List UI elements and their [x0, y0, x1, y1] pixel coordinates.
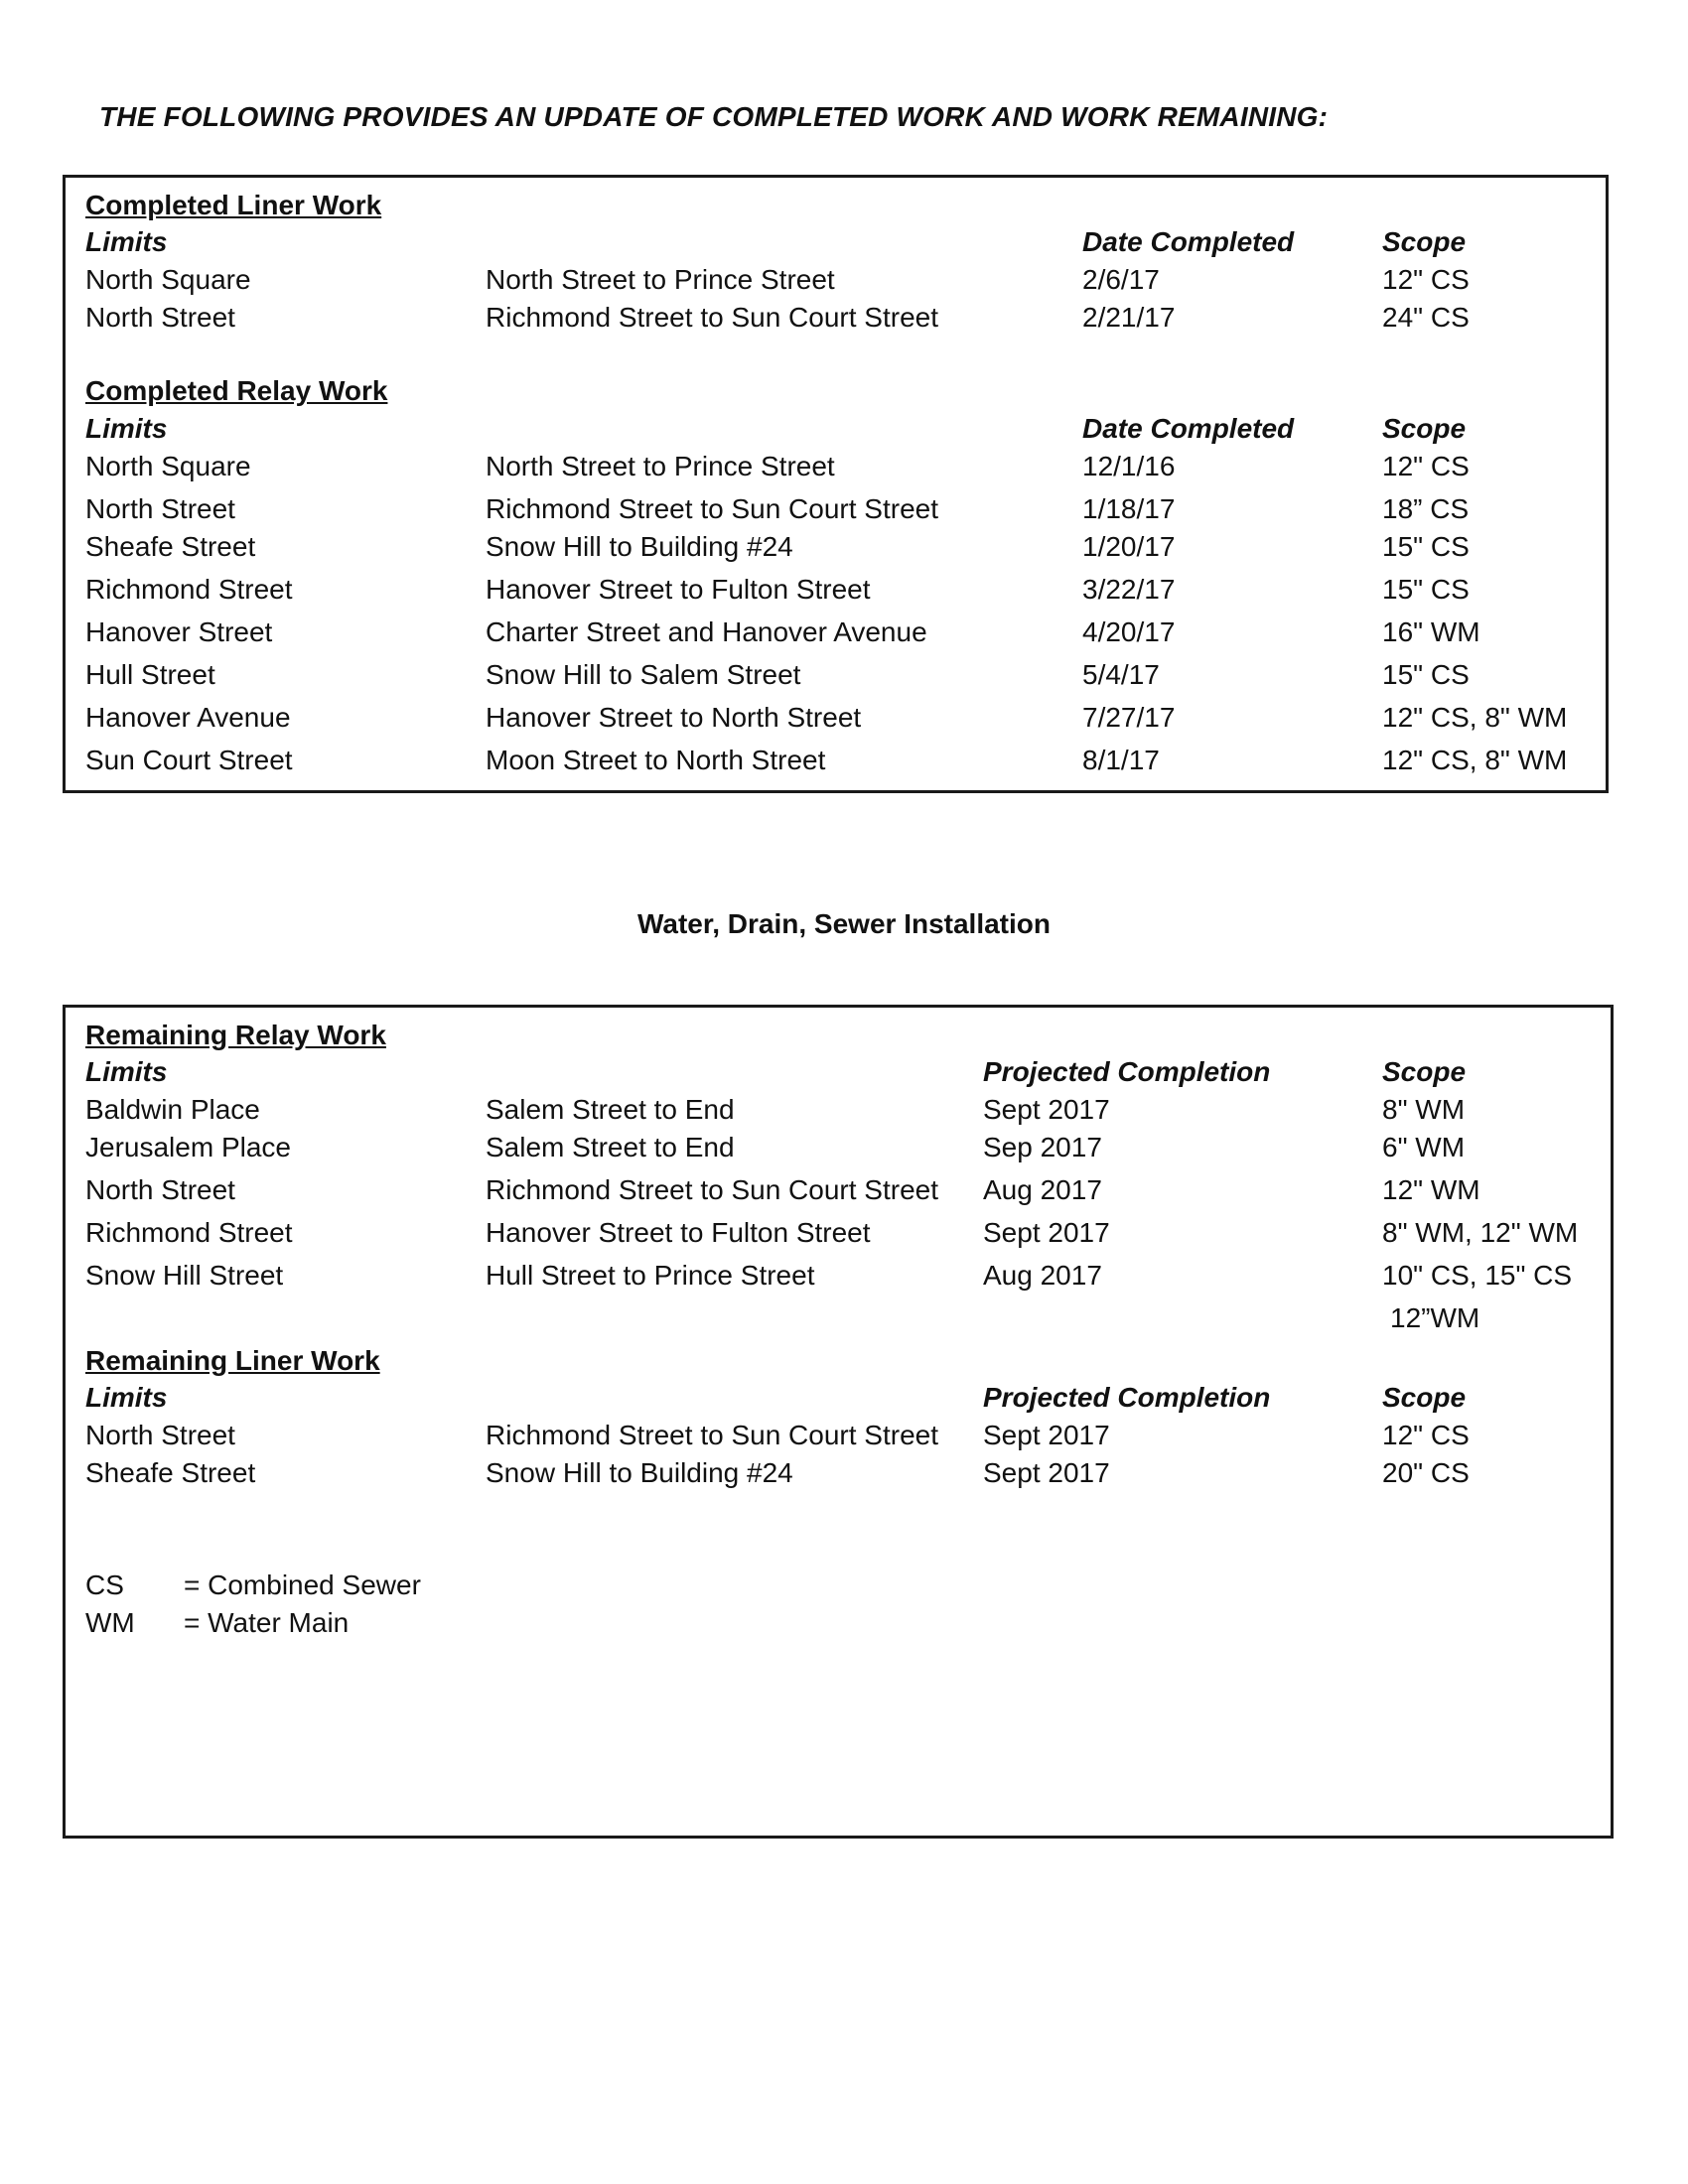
- remaining-liner-row-1-projected: Sept 2017: [983, 1420, 1110, 1450]
- completed-relay-row-2-street: North Street: [85, 493, 235, 524]
- remaining-relay-header-scope: Scope: [1382, 1056, 1467, 1087]
- completed-relay-row-2-limits: Richmond Street to Sun Court Street: [486, 493, 938, 524]
- completed-relay-title: Completed Relay Work: [85, 375, 388, 406]
- completed-liner-row-1-scope: 12" CS: [1382, 264, 1470, 295]
- completed-relay-row-1-street: North Square: [85, 451, 251, 481]
- remaining-liner-header-scope: Scope: [1382, 1382, 1467, 1413]
- completed-relay-row-4-street: Richmond Street: [85, 574, 293, 605]
- completed-relay-row-5-limits: Charter Street and Hanover Avenue: [486, 616, 927, 647]
- completed-liner-row-2-scope: 24" CS: [1382, 302, 1470, 333]
- completed-relay-row-3-limits: Snow Hill to Building #24: [486, 531, 793, 562]
- completed-liner-row-1-limits: North Street to Prince Street: [486, 264, 835, 295]
- completed-relay-row-8-scope: 12" CS, 8" WM: [1382, 745, 1568, 775]
- completed-relay-row-6-date: 5/4/17: [1082, 659, 1160, 690]
- completed-relay-row-4-scope: 15" CS: [1382, 574, 1470, 605]
- completed-relay-row-4-limits: Hanover Street to Fulton Street: [486, 574, 871, 605]
- completed-relay-row-8-street: Sun Court Street: [85, 745, 293, 775]
- completed-liner-header-limits: Limits: [85, 226, 168, 257]
- remaining-relay-row-2-projected: Sep 2017: [983, 1132, 1102, 1162]
- remaining-relay-row-2-limits: Salem Street to End: [486, 1132, 735, 1162]
- completed-work-box: [63, 175, 1609, 793]
- completed-relay-row-3-scope: 15" CS: [1382, 531, 1470, 562]
- completed-relay-row-2-date: 1/18/17: [1082, 493, 1176, 524]
- remaining-liner-row-2-limits: Snow Hill to Building #24: [486, 1457, 793, 1488]
- completed-liner-row-2-date: 2/21/17: [1082, 302, 1176, 333]
- remaining-relay-row-1-limits: Salem Street to End: [486, 1094, 735, 1125]
- completed-relay-header-date: Date Completed: [1082, 413, 1295, 444]
- remaining-relay-row-4-limits: Hanover Street to Fulton Street: [486, 1217, 871, 1248]
- completed-liner-header-date: Date Completed: [1082, 226, 1295, 257]
- completed-relay-row-6-street: Hull Street: [85, 659, 215, 690]
- remaining-relay-header-projected: Projected Completion: [983, 1056, 1271, 1087]
- remaining-relay-row-3-scope: 12" WM: [1382, 1174, 1480, 1205]
- completed-relay-row-5-street: Hanover Street: [85, 616, 273, 647]
- completed-relay-header-limits: Limits: [85, 413, 168, 444]
- remaining-liner-header-limits: Limits: [85, 1382, 168, 1413]
- completed-relay-row-3-street: Sheafe Street: [85, 531, 256, 562]
- completed-relay-row-1-limits: North Street to Prince Street: [486, 451, 835, 481]
- middle-title: Water, Drain, Sewer Installation: [637, 908, 1051, 939]
- remaining-relay-row-5-limits: Hull Street to Prince Street: [486, 1260, 815, 1291]
- remaining-relay-row-5-scope: 10" CS, 15" CS: [1382, 1260, 1573, 1291]
- remaining-liner-row-1-scope: 12" CS: [1382, 1420, 1470, 1450]
- completed-liner-header-scope: Scope: [1382, 226, 1467, 257]
- completed-relay-row-5-scope: 16" WM: [1382, 616, 1480, 647]
- completed-relay-row-1-scope: 12" CS: [1382, 451, 1470, 481]
- remaining-relay-row-2-street: Jerusalem Place: [85, 1132, 291, 1162]
- legend-meaning-cs: = Combined Sewer: [184, 1570, 421, 1600]
- completed-relay-row-7-date: 7/27/17: [1082, 702, 1176, 733]
- remaining-liner-row-1-limits: Richmond Street to Sun Court Street: [486, 1420, 938, 1450]
- completed-relay-row-3-date: 1/20/17: [1082, 531, 1176, 562]
- remaining-liner-row-2-projected: Sept 2017: [983, 1457, 1110, 1488]
- remaining-relay-row-3-projected: Aug 2017: [983, 1174, 1102, 1205]
- remaining-liner-row-1-street: North Street: [85, 1420, 235, 1450]
- remaining-relay-row-4-street: Richmond Street: [85, 1217, 293, 1248]
- page-heading: THE FOLLOWING PROVIDES AN UPDATE OF COMPLETED WORK AND WORK REMAINING:: [99, 101, 1329, 132]
- remaining-relay-row-1-scope: 8" WM: [1382, 1094, 1466, 1125]
- completed-relay-row-8-date: 8/1/17: [1082, 745, 1160, 775]
- completed-relay-row-6-scope: 15" CS: [1382, 659, 1470, 690]
- remaining-relay-row-3-limits: Richmond Street to Sun Court Street: [486, 1174, 938, 1205]
- legend-meaning-wm: = Water Main: [184, 1607, 350, 1638]
- remaining-liner-header-projected: Projected Completion: [983, 1382, 1271, 1413]
- completed-relay-row-8-limits: Moon Street to North Street: [486, 745, 826, 775]
- remaining-relay-row-4-scope: 8" WM, 12" WM: [1382, 1217, 1579, 1248]
- remaining-relay-row-5-projected: Aug 2017: [983, 1260, 1102, 1291]
- remaining-relay-row-5-street: Snow Hill Street: [85, 1260, 284, 1291]
- remaining-relay-header-limits: Limits: [85, 1056, 168, 1087]
- completed-relay-row-1-date: 12/1/16: [1082, 451, 1176, 481]
- completed-liner-row-1-street: North Square: [85, 264, 251, 295]
- completed-relay-row-4-date: 3/22/17: [1082, 574, 1176, 605]
- remaining-relay-row-1-projected: Sept 2017: [983, 1094, 1110, 1125]
- completed-liner-row-1-date: 2/6/17: [1082, 264, 1160, 295]
- legend-abbr-cs: CS: [85, 1570, 124, 1600]
- completed-relay-row-7-limits: Hanover Street to North Street: [486, 702, 862, 733]
- completed-relay-row-7-street: Hanover Avenue: [85, 702, 291, 733]
- remaining-liner-row-2-scope: 20" CS: [1382, 1457, 1470, 1488]
- remaining-relay-row-3-street: North Street: [85, 1174, 235, 1205]
- remaining-relay-row-5-scope-extra: 12”WM: [1390, 1302, 1480, 1333]
- remaining-relay-row-2-scope: 6" WM: [1382, 1132, 1466, 1162]
- completed-liner-title: Completed Liner Work: [85, 190, 382, 220]
- completed-liner-row-2-limits: Richmond Street to Sun Court Street: [486, 302, 938, 333]
- remaining-relay-title: Remaining Relay Work: [85, 1020, 386, 1050]
- remaining-liner-title: Remaining Liner Work: [85, 1345, 380, 1376]
- legend-abbr-wm: WM: [85, 1607, 135, 1638]
- completed-relay-row-2-scope: 18” CS: [1382, 493, 1470, 524]
- completed-relay-row-6-limits: Snow Hill to Salem Street: [486, 659, 801, 690]
- completed-relay-header-scope: Scope: [1382, 413, 1467, 444]
- remaining-liner-row-2-street: Sheafe Street: [85, 1457, 256, 1488]
- remaining-relay-row-1-street: Baldwin Place: [85, 1094, 260, 1125]
- completed-relay-row-5-date: 4/20/17: [1082, 616, 1176, 647]
- completed-relay-row-7-scope: 12" CS, 8" WM: [1382, 702, 1568, 733]
- completed-liner-row-2-street: North Street: [85, 302, 235, 333]
- remaining-relay-row-4-projected: Sept 2017: [983, 1217, 1110, 1248]
